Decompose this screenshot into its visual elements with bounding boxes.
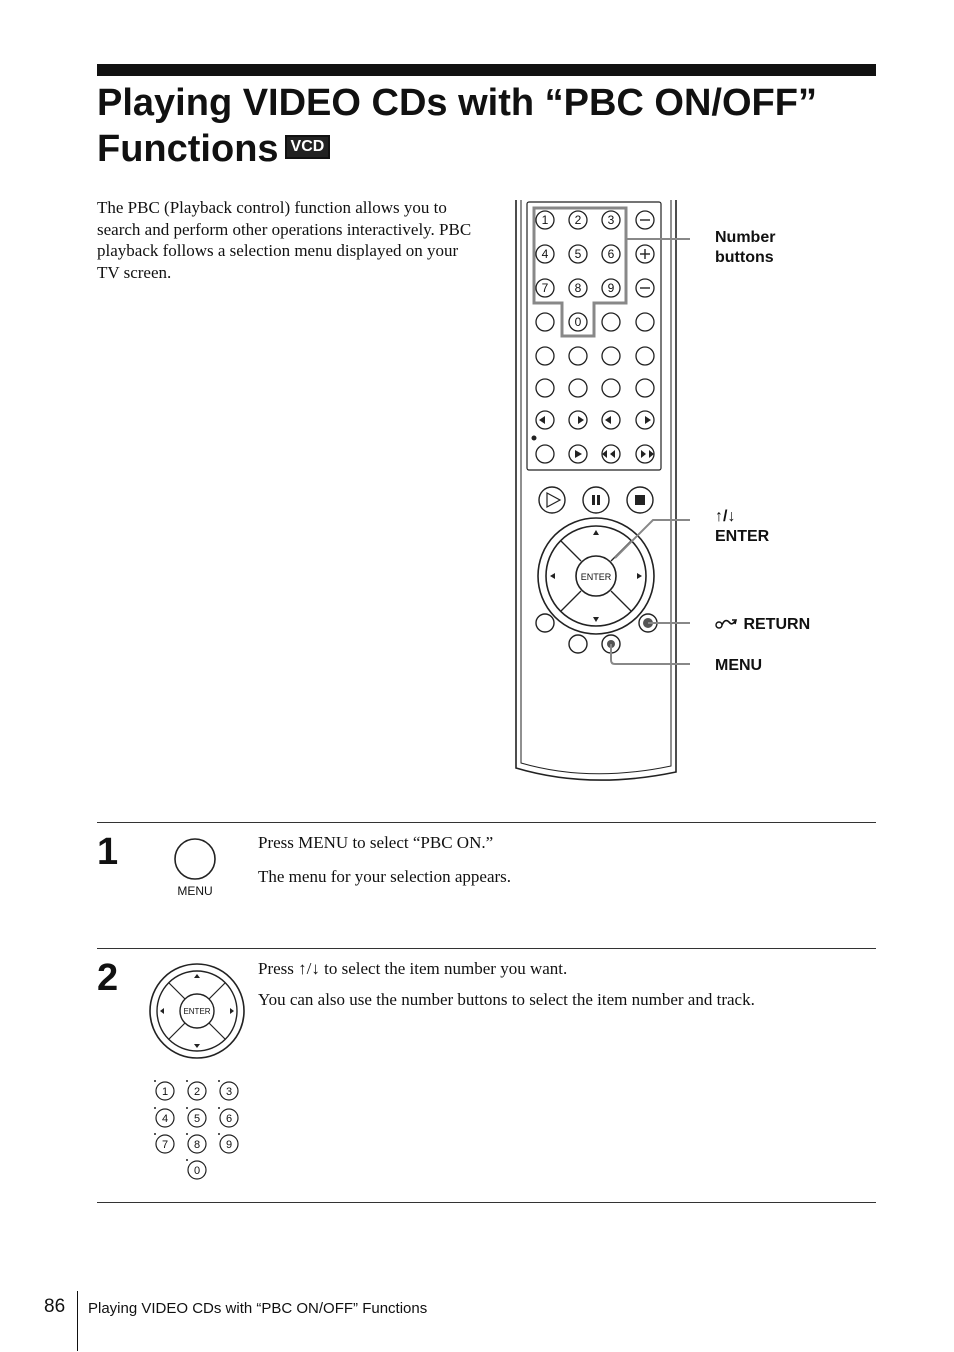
remote-number-keys [536,211,620,331]
dpad-enter-label: ENTER [183,1007,211,1016]
title-line-2 [97,126,877,172]
small-key-1: 1 [161,1086,169,1098]
title-line-1: Playing VIDEO CDs with “PBC ON/OFF” [97,82,817,124]
arrows-label: ↑/↓ [715,508,736,525]
step-2-number: 2 [97,957,119,999]
menu-button-caption: MENU [177,884,213,898]
small-key-9: 9 [225,1139,233,1151]
small-key-0: 0 [193,1165,201,1177]
key-3: 3 [607,213,615,227]
running-title: Playing VIDEO CDs with “PBC ON/OFF” Functions [88,1300,428,1317]
key-7: 7 [541,281,549,295]
return-label-row [715,615,810,635]
number-buttons-label-line2: buttons [715,249,774,266]
footer-rule [77,1291,78,1351]
key-9: 9 [607,281,615,295]
number-buttons-label-line1: Number [715,229,776,246]
remote-enter-key-label: ENTER [580,572,612,582]
dpad-icon [147,963,247,1063]
intro-paragraph: The PBC (Playback control) function allows you to search and perform other operations interactively. PBC playback follows a selection menu displayed on your TV screen. [97,198,472,282]
step-2-divider [97,948,876,949]
step-1-line-1: Press MENU to select “PBC ON.” [258,833,494,852]
key-4: 4 [541,247,549,261]
page-number: 86 [44,1296,66,1317]
small-key-7: 7 [161,1139,169,1151]
small-key-6: 6 [225,1113,233,1125]
small-key-2: 2 [193,1086,201,1098]
vcd-badge: VCD [285,135,331,159]
step-1-line-2: The menu for your selection appears. [258,867,512,886]
small-key-4: 4 [161,1113,169,1125]
key-0: 0 [574,315,582,329]
return-icon [715,616,739,630]
step-1-divider [97,822,876,823]
title-line-2-text: Functions [97,128,279,170]
menu-button-icon [173,837,217,881]
remote-illustration [490,198,690,788]
small-key-3: 3 [225,1086,233,1098]
step-1-number: 1 [97,831,119,873]
enter-label: ENTER [715,528,770,545]
number-buttons-label [715,228,775,268]
bottom-divider [97,1202,876,1203]
page-title [97,80,877,172]
step-2-line-1: Press ↑/↓ to select the item number you want. [258,959,568,978]
key-2: 2 [574,213,582,227]
step-1-text [258,832,868,887]
small-key-8: 8 [193,1139,201,1151]
arrows-enter-label [715,507,769,547]
key-6: 6 [607,247,615,261]
title-rule [97,64,876,76]
small-key-5: 5 [193,1113,201,1125]
step-2-line-2: You can also use the number buttons to select the item number and track. [258,990,755,1009]
menu-label: MENU [715,657,763,674]
return-label: RETURN [743,616,811,633]
key-5: 5 [574,247,582,261]
key-1: 1 [541,213,549,227]
number-keys-icon [150,1078,250,1184]
key-8: 8 [574,281,582,295]
step-2-text [258,958,868,1010]
